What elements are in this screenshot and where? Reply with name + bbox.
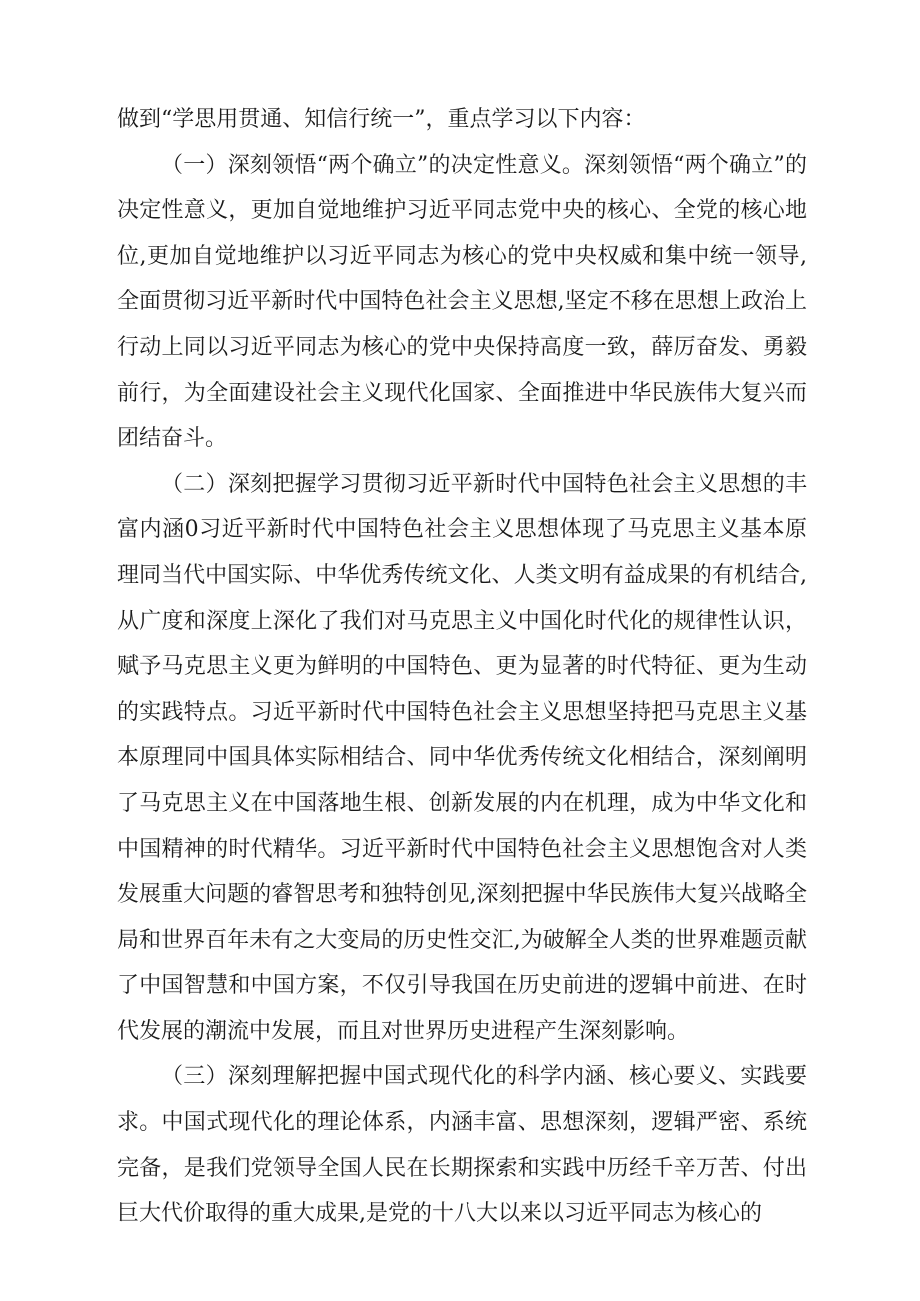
document-body	[117, 97, 807, 1237]
paragraph-section-two: （二）深刻把握学习贯彻习近平新时代中国特色社会主义思想的丰富内涵0习近平新时代中国特色社会主义思想体现了马克思主义基本原理同当代中国实际、中华优秀传统文化、人类文明有益成果的有机结合,从广度和深度上深化了我们对马克思主义中国化时代化的规律性认识，赋予马克思主义更为鲜明的中国特色、更为显著的时代特征、更为生动的实践特点。习近平新时代中国特色社会主义思想坚持把马克思主义基本原理同中国具体实际相结合、同中华优秀传统文化相结合，深刻阐明了马克思主义在中国落地生根、创新发展的内在机理，成为中华文化和中国精神的时代精华。习近平新时代中国特色社会主义思想饱含对人类发展重大问题的睿智思考和独特创见,深刻把握中华民族伟大复兴战略全局和世界百年未有之大变局的历史性交汇,为破解全人类的世界难题贡献了中国智慧和中国方案，不仅引导我国在历史前进的逻辑中前进、在时代发展的潮流中发展，而且对世界历史进程产生深刻影响。	[117, 471, 807, 1044]
paragraph-intro-line: 做到“学思用贯通、知信行统一”，重点学习以下内容：	[117, 107, 646, 132]
paragraph-section-three: （三）深刻理解把握中国式现代化的科学内涵、核心要义、实践要求。中国式现代化的理论体系，内涵丰富、思想深刻，逻辑严密、系统完备，是我们党领导全国人民在长期探索和实践中历经千辛万苦、付出巨大代价取得的重大成果,是党的十八大以来以习近平同志为核心的	[117, 1064, 807, 1227]
paragraph-section-one: （一）深刻领悟“两个确立”的决定性意义。深刻领悟“两个确立”的决定性意义，更加自觉地维护习近平同志党中央的核心、全党的核心地位,更加自觉地维护以习近平同志为核心的党中央权威和集中统一领导,全面贯彻习近平新时代中国特色社会主义思想,坚定不移在思想上政治上行动上同以习近平同志为核心的党中央保持高度一致，薛厉奋发、勇毅前行，为全面建设社会主义现代化国家、全面推进中华民族伟大复兴而团结奋斗。	[117, 152, 807, 452]
